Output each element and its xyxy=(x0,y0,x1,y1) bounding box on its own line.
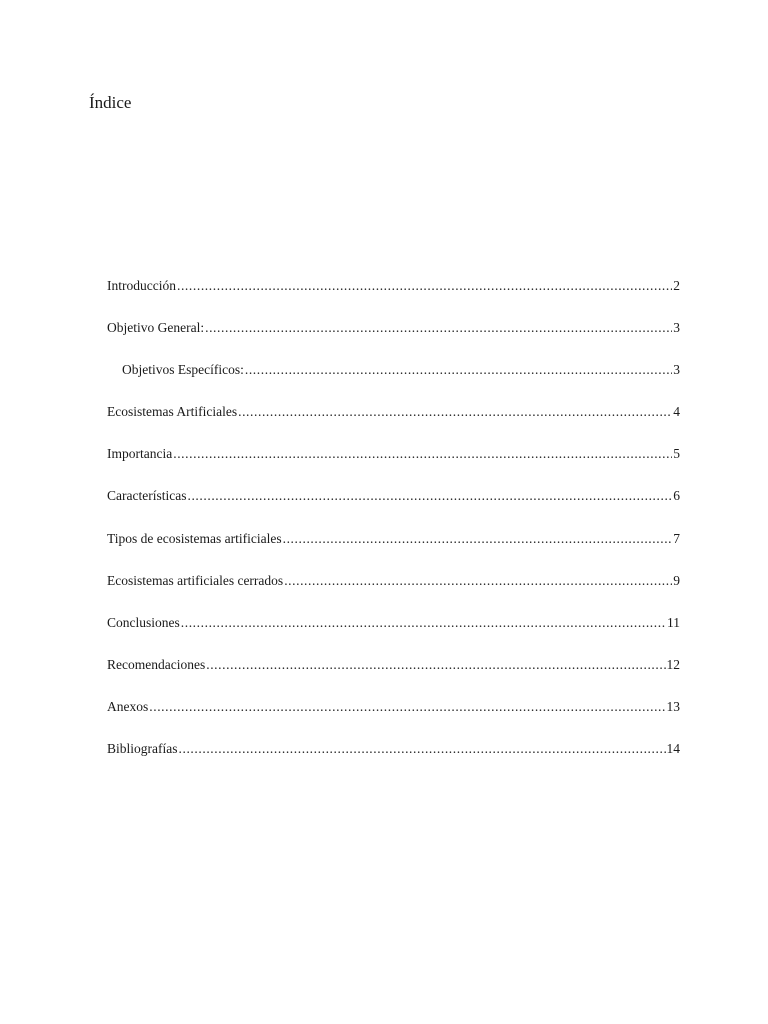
toc-entry-page: 7 xyxy=(673,530,680,546)
toc-entry-label: Anexos xyxy=(107,698,149,714)
table-of-contents xyxy=(107,276,680,781)
toc-entry-page: 4 xyxy=(673,404,680,420)
toc-entry-page: 9 xyxy=(673,572,680,588)
toc-entry[interactable] xyxy=(107,697,680,739)
toc-entry-label: Bibliografías xyxy=(107,741,178,757)
toc-leader-dots xyxy=(179,739,666,759)
page-title: Índice xyxy=(89,93,132,112)
toc-entry[interactable] xyxy=(107,402,680,444)
toc-entry[interactable] xyxy=(107,571,680,613)
toc-entry-label: Tipos de ecosistemas artificiales xyxy=(107,530,282,546)
toc-leader-dots xyxy=(245,360,672,380)
toc-entry[interactable] xyxy=(107,318,680,360)
toc-entry-page: 13 xyxy=(666,698,680,714)
toc-entry-label: Objetivo General: xyxy=(107,320,205,336)
toc-entry-page: 2 xyxy=(673,278,680,293)
toc-entry-label: Recomendaciones xyxy=(107,656,206,672)
toc-entry-label: Conclusiones xyxy=(107,614,180,630)
toc-entry[interactable] xyxy=(107,444,680,486)
toc-leader-dots xyxy=(238,402,672,422)
toc-entry[interactable] xyxy=(107,655,680,697)
toc-entry-label: Objetivos Específicos: xyxy=(122,362,244,378)
toc-leader-dots xyxy=(149,697,665,717)
toc-leader-dots xyxy=(177,276,672,296)
toc-leader-dots xyxy=(206,655,665,675)
toc-leader-dots xyxy=(283,529,673,549)
toc-entry[interactable] xyxy=(107,276,680,318)
toc-entry-page: 6 xyxy=(673,488,680,504)
toc-entry-label: Ecosistemas artificiales cerrados xyxy=(107,572,284,588)
toc-leader-dots xyxy=(284,571,672,591)
toc-entry-page: 5 xyxy=(673,446,680,462)
toc-entry-page: 3 xyxy=(673,320,680,336)
toc-leader-dots xyxy=(173,444,672,464)
toc-entry-label: Ecosistemas Artificiales xyxy=(107,404,238,420)
toc-entry-label: Características xyxy=(107,488,187,504)
toc-leader-dots xyxy=(181,613,666,633)
toc-leader-dots xyxy=(187,486,672,506)
toc-entry[interactable] xyxy=(107,739,680,781)
toc-entry[interactable] xyxy=(107,529,680,571)
toc-entry-page: 3 xyxy=(673,362,680,378)
toc-entry-page: 11 xyxy=(667,614,680,630)
toc-subentry[interactable] xyxy=(107,360,680,402)
toc-entry-page: 14 xyxy=(666,741,680,757)
toc-entry-page: 12 xyxy=(666,656,680,672)
toc-leader-dots xyxy=(205,318,672,338)
toc-entry-label: Importancia xyxy=(107,446,173,462)
toc-entry-label: Introducción xyxy=(107,278,176,293)
toc-entry[interactable] xyxy=(107,613,680,655)
toc-entry[interactable] xyxy=(107,486,680,528)
